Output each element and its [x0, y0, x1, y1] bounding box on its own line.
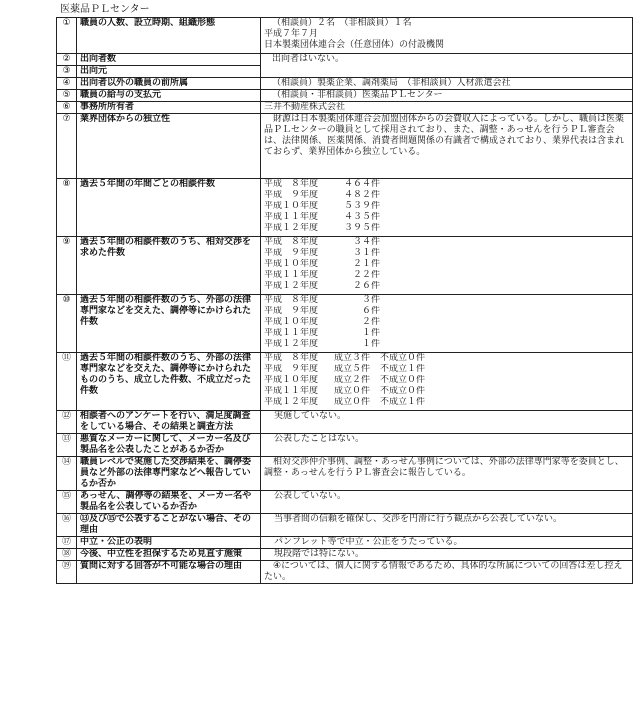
row-number: ⑱ [57, 549, 77, 561]
settled-count: 成立０件 [334, 397, 371, 407]
row-value [261, 102, 633, 114]
fiscal-year: 平成 ９年度 [264, 364, 319, 374]
row-number: ⑯ [57, 514, 77, 537]
row-label: 今後、中立性を担保するため見直す施策 [77, 549, 261, 561]
list-item [264, 248, 629, 259]
row-label: 過去５年間の年間ごとの相談件数 [77, 179, 261, 237]
table-row [57, 537, 633, 549]
row-label: 職員の給与の支払元 [77, 90, 261, 102]
fiscal-year: 平成１２年度 [264, 281, 319, 291]
row-value [261, 54, 633, 78]
yearly-counts [264, 237, 629, 292]
value-line: 公表したことはない。 [274, 434, 365, 444]
row-label: 職員の人数、設立時期、組織形態 [77, 18, 261, 54]
table-row [57, 457, 633, 491]
row-value [261, 295, 633, 353]
fiscal-year: 平成１２年度 [264, 397, 319, 407]
list-item [264, 328, 629, 339]
table-row [57, 18, 633, 54]
case-count: ２件 [361, 317, 380, 327]
row-label: 質問に対する回答が不可能な場合の理由 [77, 561, 261, 584]
row-value [261, 411, 633, 434]
settled-count: 成立５件 [334, 364, 371, 374]
list-item [264, 306, 629, 317]
case-count: ４３５件 [343, 212, 380, 222]
table-row [57, 78, 633, 90]
info-table [56, 17, 633, 584]
row-label: 出向元 [77, 66, 261, 78]
fiscal-year: 平成１０年度 [264, 259, 319, 269]
fiscal-year: 平成１０年度 [264, 375, 319, 385]
list-item [264, 295, 629, 306]
row-value [261, 179, 633, 237]
case-count: １件 [361, 328, 380, 338]
row-value: ④については、個人に関する情報であるため、具体的な所属についての回答は差し控えたい。 [261, 561, 633, 584]
row-number: ⑧ [57, 179, 77, 237]
settled-count: 成立２件 [334, 375, 371, 385]
case-count: ３１件 [352, 248, 380, 258]
list-item [264, 339, 629, 350]
yearly-counts [264, 179, 629, 234]
table-row [57, 114, 633, 179]
table-row [57, 411, 633, 434]
case-count: ６件 [361, 306, 380, 316]
row-number: ④ [57, 78, 77, 90]
value-line: 三井不動産株式会社 [264, 102, 346, 112]
row-number: ⑨ [57, 237, 77, 295]
document-title: 医薬品ＰＬセンター [60, 4, 150, 15]
case-count: ２１件 [352, 259, 380, 269]
row-value [261, 18, 633, 54]
value-line: （相談員・非相談員）医薬品ＰＬセンター [272, 90, 443, 100]
row-value [261, 491, 633, 514]
case-count: ５３９件 [343, 201, 380, 211]
fiscal-year: 平成 ８年度 [264, 179, 319, 189]
yearly-outcomes [264, 353, 629, 408]
list-item [264, 212, 629, 223]
row-label: 業界団体からの独立性 [77, 114, 261, 179]
row-value [261, 78, 633, 90]
row-label: 悪質なメーカーに関して、メーカー名及び製品名を公表したことがあるか否か [77, 434, 261, 457]
row-number: ⑲ [57, 561, 77, 584]
fiscal-year: 平成１１年度 [264, 386, 319, 396]
row-value: 財源は日本製薬団体連合会加盟団体からの会費収入によっている。しかし、職員は医薬品ＰＬセンターの職員として採用されており、また、調整・あっせんを行うＰＬ審査会は、法律関係、医薬関係、消費者問題関係の有識者で構成されており、業界代表は含まれておらず、業界団体から独立している。 [261, 114, 633, 179]
fiscal-year: 平成 ８年度 [264, 353, 319, 363]
row-number: ⑰ [57, 537, 77, 549]
row-value [261, 90, 633, 102]
case-count: ４６４件 [343, 179, 380, 189]
table-row [57, 237, 633, 295]
list-item [264, 190, 629, 201]
row-number: ⑤ [57, 90, 77, 102]
unsettled-count: 不成立０件 [380, 353, 426, 363]
list-item [264, 281, 629, 292]
case-count: ２６件 [352, 281, 380, 291]
value-line: 日本製薬団体連合会（任意団体）の付設機関 [264, 40, 445, 50]
list-item [264, 179, 629, 190]
row-value [261, 237, 633, 295]
fiscal-year: 平成１１年度 [264, 328, 319, 338]
value-line: パンフレット等で中立・公正をうたっている。 [274, 537, 463, 547]
row-value [261, 353, 633, 411]
table-row [57, 54, 633, 66]
table-row [57, 514, 633, 537]
row-number: ② [57, 54, 77, 66]
case-count: ４８２件 [343, 190, 380, 200]
row-label: 出向者以外の職員の前所属 [77, 78, 261, 90]
row-value [261, 514, 633, 537]
fiscal-year: 平成１０年度 [264, 317, 319, 327]
unsettled-count: 不成立０件 [380, 386, 426, 396]
list-item [264, 397, 629, 408]
value-line: 実施していない。 [274, 411, 347, 421]
table-row [57, 353, 633, 411]
value-line: （相談員）２名 （非相談員）１名 [272, 18, 412, 28]
row-number: ⑫ [57, 411, 77, 434]
row-label: 過去５年間の相談件数のうち、相対交渉を求めた件数 [77, 237, 261, 295]
table-row [57, 561, 633, 584]
row-number: ⑪ [57, 353, 77, 411]
table-row [57, 549, 633, 561]
case-count: ２２件 [352, 270, 380, 280]
fiscal-year: 平成１１年度 [264, 212, 319, 222]
unsettled-count: 不成立１件 [380, 364, 426, 374]
row-value [261, 434, 633, 457]
row-label: 過去５年間の相談件数のうち、外部の法律専門家などを交えた、調停等にかけられたもののうち、成立した件数、不成立だった件数 [77, 353, 261, 411]
list-item [264, 375, 629, 386]
row-number: ⑮ [57, 491, 77, 514]
row-value: 相対交渉仲介事例、調整・あっせん事例については、外部の法律専門家等を委員とし、調整・あっせんを行うＰＬ審査会に報告している。 [261, 457, 633, 491]
list-item [264, 201, 629, 212]
yearly-counts [264, 295, 629, 350]
table-row [57, 295, 633, 353]
case-count: ３件 [361, 295, 380, 305]
table-row [57, 90, 633, 102]
value-line: 当事者間の信頼を確保し、交渉を円滑に行う観点から公表していない。 [274, 514, 563, 524]
fiscal-year: 平成１０年度 [264, 201, 319, 211]
fiscal-year: 平成１１年度 [264, 270, 319, 280]
table-row [57, 491, 633, 514]
value-line: 平成７年７月 [264, 29, 319, 39]
list-item [264, 364, 629, 375]
value-line: 出向者はいない。 [272, 54, 345, 64]
row-label: 過去５年間の相談件数のうち、外部の法律専門家などを交えた、調停等にかけられた件数 [77, 295, 261, 353]
case-count: ３４件 [352, 237, 380, 247]
row-label: 相談者へのアンケートを行い、満足度調査をしている場合、その結果と調査方法 [77, 411, 261, 434]
row-value [261, 537, 633, 549]
fiscal-year: 平成１２年度 [264, 223, 319, 233]
row-label: あっせん、調停等の結果を、メーカー名や製品名を公表しているか否か [77, 491, 261, 514]
fiscal-year: 平成 ９年度 [264, 306, 319, 316]
table-row [57, 102, 633, 114]
row-value [261, 549, 633, 561]
row-label: ⑬及び⑮で公表することがない場合、その理由 [77, 514, 261, 537]
row-number: ⑥ [57, 102, 77, 114]
table-row [57, 434, 633, 457]
value-line: 現段階では特にない。 [274, 549, 365, 559]
row-label: 中立・公正の表明 [77, 537, 261, 549]
case-count: １件 [361, 339, 380, 349]
list-item [264, 259, 629, 270]
unsettled-count: 不成立０件 [380, 375, 426, 385]
fiscal-year: 平成 ９年度 [264, 248, 319, 258]
row-number: ③ [57, 66, 77, 78]
list-item [264, 317, 629, 328]
fiscal-year: 平成１２年度 [264, 339, 319, 349]
settled-count: 成立０件 [334, 386, 371, 396]
value-line: 公表していない。 [274, 491, 347, 501]
fiscal-year: 平成 ９年度 [264, 190, 319, 200]
row-number: ⑬ [57, 434, 77, 457]
row-label: 事務所所有者 [77, 102, 261, 114]
row-number: ⑦ [57, 114, 77, 179]
fiscal-year: 平成 ８年度 [264, 295, 319, 305]
table-row [57, 179, 633, 237]
row-number: ⑭ [57, 457, 77, 491]
unsettled-count: 不成立１件 [380, 397, 426, 407]
list-item [264, 353, 629, 364]
row-label: 出向者数 [77, 54, 261, 66]
list-item [264, 223, 629, 234]
row-label: 職員レベルで実施した交渉結果を、調停委員など外部の法律専門家などへ報告しているか否か [77, 457, 261, 491]
list-item [264, 386, 629, 397]
row-number: ① [57, 18, 77, 54]
value-line: （相談員）製薬企業、調剤薬局 （非相談員）人材派遣会社 [272, 78, 511, 88]
settled-count: 成立３件 [334, 353, 371, 363]
case-count: ３９５件 [343, 223, 380, 233]
list-item [264, 270, 629, 281]
fiscal-year: 平成 ８年度 [264, 237, 319, 247]
list-item [264, 237, 629, 248]
row-number: ⑩ [57, 295, 77, 353]
